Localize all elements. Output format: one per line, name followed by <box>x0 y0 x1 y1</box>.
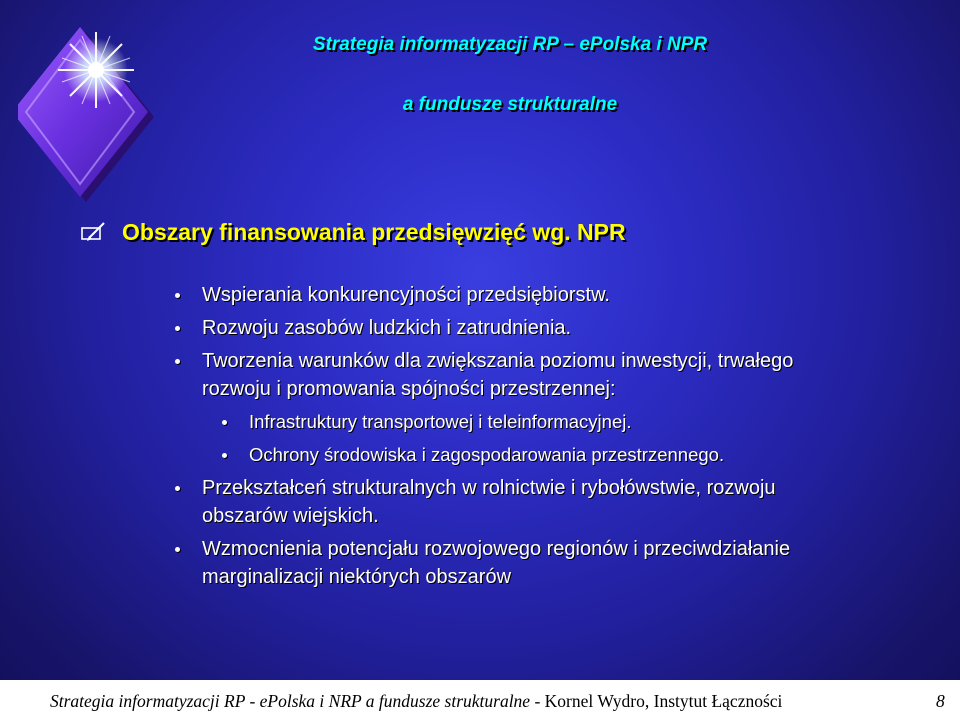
sub-list-item <box>222 441 935 469</box>
bullet-icon <box>175 293 180 298</box>
header-title-line1: Strategia informatyzacji RP – ePolska i NPR <box>312 34 708 55</box>
bullet-icon <box>175 547 180 552</box>
list-item-text: Wzmocnienia potencjału rozwojowego regionów i przeciwdziałanie marginalizacji niektórych obszarów <box>202 538 791 588</box>
bullet-icon <box>175 486 180 491</box>
list-item <box>175 474 842 530</box>
sub-list-item <box>222 408 935 436</box>
page-number: 8 <box>936 691 945 711</box>
bullet-icon <box>175 326 180 331</box>
list-item-text: Tworzenia warunków dla zwiększania poziomu inwestycji, trwałego rozwoju i promowania spójności przestrzennej: <box>202 350 794 400</box>
list-item-text: Rozwoju zasobów ludzkich i zatrudnienia. <box>202 317 572 339</box>
list-item <box>175 281 935 309</box>
footer <box>0 680 960 720</box>
bullet-icon <box>222 453 227 458</box>
bullet-icon <box>175 359 180 364</box>
header-title-line2: a fundusze strukturalne <box>402 94 618 115</box>
list-item-text: Wspierania konkurencyjności przedsiębiorstw. <box>202 284 610 306</box>
pencil-icon <box>80 221 108 243</box>
footer-text <box>50 691 782 712</box>
list-item <box>175 314 935 342</box>
list-item-text: Infrastruktury transportowej i teleinformacyjnej. <box>249 411 632 432</box>
list-item-text: Ochrony środowiska i zagospodarowania przestrzennego. <box>249 444 725 465</box>
section-title: Obszary finansowania przedsięwzięć wg. NPR <box>122 218 626 245</box>
list-item-text: Przekształceń strukturalnych w rolnictwie i rybołówstwie, rozwoju obszarów wiejskich. <box>202 477 776 527</box>
bullet-icon <box>222 420 227 425</box>
list-item <box>175 347 842 403</box>
list-item <box>175 535 802 591</box>
footer-presentation-title: Strategia informatyzacji RP - ePolska i NRP a fundusze strukturalne <box>50 691 531 711</box>
section-heading <box>80 212 626 252</box>
footer-author: - Kornel Wydro, Instytut Łączności <box>530 691 783 711</box>
bullet-list <box>175 281 935 596</box>
